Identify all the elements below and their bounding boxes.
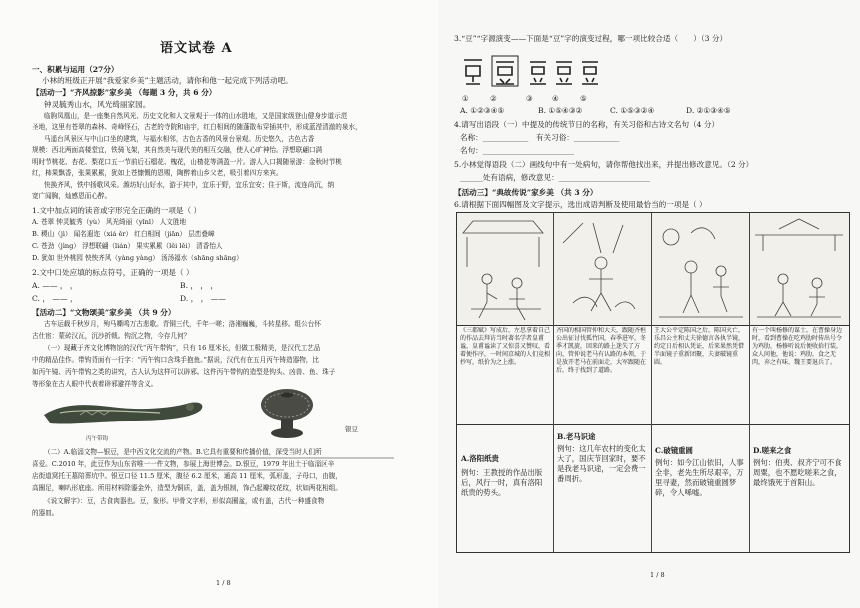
q3-option-d: D. ②①③④⑤: [686, 106, 731, 115]
story-text-2: 齐国的相国管仲和大夫，跟随齐桓公出征讨伐孤竹国，春季进军，冬季才凯旋，回来的路上迷失了方向，管仲说老马有认路的本领，于是放开老马在前面走，大军跟随在后，终于找到了道路。: [556, 327, 647, 374]
answer-title-d: D.嗟来之食: [753, 446, 792, 455]
activity-two-heading: 【活动二】“文物颂美”家乡美 （共 9 分）: [32, 308, 176, 317]
glyph-label: ③: [526, 94, 533, 103]
para1-line: 快换齐风，铁中扬歌风采。潍坊好山好水，游于其中，宜乐于野，宜乐宜安；住于斯，流连尚沉，纳: [44, 181, 335, 189]
para3-line: 的器皿。: [32, 509, 59, 517]
answer-example-b: 例句：这几年农村的变化太大了，国庆节回家时，要不是我老马识途，一定会费一番周折。: [557, 444, 646, 483]
glyph-label: ①: [462, 94, 469, 103]
q4-blank-line: 名称：____________ 有关习俗：____________: [460, 133, 620, 142]
answer-title-b: B.老马识途: [557, 432, 596, 441]
underline-marks: [94, 457, 404, 477]
q3-option-b: B. ①⑤④③②: [538, 106, 583, 115]
para3-line: 喜爱。C.2010 年，此豆作为山东省唯一一件文物，参展上海世博会。D.银豆，1979 年出土于临淄区辛: [32, 460, 335, 468]
q1-option-b: B. 稷山（jì） 闻名遐迩（xiá ěr） 红白相间（jiān） 层峦叠嶂: [32, 230, 215, 238]
q3-option-a: A. ①②③④⑤: [460, 106, 505, 115]
para1-line: 圣地，这里有苍翠的森林、奇峰怪石，古老的寺院和庙宇，红白相间的随蓬散布穿插其中，形成蓝滢清澈的泉水，: [32, 123, 362, 131]
story-text-3: 王大公平定陈国之后，陈国灭亡，乐昌公主和丈夫徐德言各执半镜，约定日后相认凭证，后来果然凭借半面镜子重新团聚，夫妻破镜重圆。: [654, 327, 745, 366]
q2-option-c: C. ， —— ，: [32, 294, 78, 303]
section-one-heading: 一、积累与运用（27分）: [32, 65, 119, 74]
right-exam-page: [438, 0, 860, 608]
activity-three-heading: 【活动三】“典故传说”家乡美 （共 3 分）: [454, 188, 598, 197]
answer-options-row: [456, 424, 850, 553]
para2-line: 如丙午镜、丙午带钩之类的讲究，古人认为这样可以辟邪。这件丙午带钩的造型是钩头、凶兽、鱼、珠子: [32, 368, 336, 376]
story-text-4: 有一个叫杨修的谋士，在曹操身边时，看到曹操在吃鸡肋时传出号令为鸡肋，杨修听说后便收拾行装，众人问他，他说：鸡肋，食之无肉，弃之有味，魏王要退兵了。: [752, 327, 843, 366]
q1-option-d: D. 犹如 世外桃园 怏怏齐风（yàng yàng） 汤汤福水（shāng shāng）: [32, 254, 243, 262]
answer-example-c: 例句：如今江山依旧，人事全非，老先生所尽艰辛，万里寻妻，然而破镜重圆梦碎，令人唏嘘。: [655, 458, 744, 497]
page-number-right: 1 / 8: [650, 571, 665, 579]
intro-text: 小林的班级正开展“我爱家乡美”主题活动，请你和他一起完成下列活动吧。: [42, 76, 293, 85]
question-4: 4.请写出语段（一）中提及的传统节日的名称，有关习俗和古诗文名句（4 分）: [454, 120, 720, 129]
para2-line: 中的精品佳作。带钩背面有一行字：“丙午钩口含珠手抱鱼。”据说，汉代有在五月丙午铸造器物，比: [32, 356, 319, 364]
silver-dou-caption: 银豆: [345, 425, 358, 433]
para1-line: 马遥台风景区与中山口坐的建筑，与福水相邻，古色古香的风景台景观。历史悠久，古色古香: [44, 135, 315, 143]
glyph-label: ⑤: [580, 94, 587, 103]
story-text-1: 《三都赋》写成后，左思拿着自己的作品去拜访当时著名学者皇甫谧，皇甫谧读了又惊喜又赞叹，看着便作序，一时间京城的人们竞相抄写，纸价为之上涨。: [460, 327, 550, 366]
exam-title: 语文试卷 A: [160, 41, 233, 56]
activity-one-heading: 【活动一】“齐风掠影”家乡美 （每题 3 分，共 6 分）: [32, 88, 217, 97]
page-number-left: 1 / 8: [216, 579, 231, 587]
q1-option-c: C. 苍劲（jìng） 浮想联翩（lián） 果实累累（lěi lěi） 清香怡人: [32, 242, 223, 250]
q2-option-d: D. ， ， ——: [180, 294, 226, 303]
belt-hook-caption: 丙午带钩: [86, 436, 109, 442]
para3-line: 《说文解字》：豆，古食肉器也。豆，象形。甲骨文字形，形似高圈盆，或有盖，古代一种盛食物: [44, 497, 325, 505]
para1-line: 规模：西北两面高楼堂宜，铁骑飞架，其自然美与现代美的相互交融，使人心旷神怡。浮想联翩口满: [32, 146, 323, 154]
question-1: 1.文中加点词的读音或字形完全正确的一项是（ ）: [32, 206, 202, 215]
question-3: 3.“豆”“字源演变——下面是“豆”字的演变过程，哪一项比较合适（ ）（3 分）: [454, 34, 728, 43]
q4-blank-line: 名句：________________________: [460, 146, 574, 155]
answer-example-d: 例句：伯夷、叔齐宁可不食周粟，也不愿吃嗟来之食，最终饿死于首阳山。: [753, 458, 842, 487]
glyph-label: ④: [552, 94, 559, 103]
dou-glyph-evolution: [460, 52, 610, 92]
question-6: 6.请根据下面四幅图及文字提示，选出成语判断及使用最恰当的一项是（ ）: [454, 200, 707, 209]
para3-line: （二）A.临淄文物—银豆，是中西文化交流的产物。B.它具有重要和传播价值，深受当时人们所: [44, 448, 322, 456]
answer-example-a: 例句：王教授的作品出版后，风行一时，真有洛阳纸贵的势头。: [461, 468, 543, 497]
q5-blank-line: ______处有语病，修改意见：________________________: [460, 173, 650, 182]
para2-line: 等形象在古人眼中代表着辟邪避祥等含义。: [32, 380, 158, 388]
para1-line: 红，柿果飘香，张果累累，犹如上苍慷慨的恩赐，陶醉着山乡父老，吸引着四方来宾。: [32, 169, 283, 177]
glyph-label: ②: [490, 94, 497, 103]
q2-option-b: B. ， ， ，: [180, 281, 219, 290]
para1-line: 明时节桃花、杏花、梨花口五一节前后石榴花、槐花，山楂花等满盈一片。游人入口揭随景游：金秋时节桃: [32, 158, 342, 166]
answer-option-c[interactable]: [651, 424, 750, 552]
para2-line: 古车运载千秋岁月，殉马嘶鸣万古悲歌。青铜三代，千年一嗟；洛湘巍巍，斗转星移。组公台怀: [44, 320, 321, 328]
question-2: 2.文中口处应填的标点符号，正确的一项是（ ）: [32, 268, 194, 277]
q2-option-a: A. —— ， ，: [32, 281, 78, 290]
answer-title-c: C.破镜重圆: [655, 446, 693, 455]
illustration-3: [651, 213, 750, 325]
story-cell: [651, 324, 750, 424]
belt-hook-image: [40, 393, 210, 433]
answer-option-b[interactable]: [553, 424, 652, 552]
story-cell: [749, 324, 849, 424]
para1-line: 临朐凤凰山，是一座集自然风光、历史文化和人文景观于一体的山水胜地，又是国家级登山健身步道示范: [44, 112, 348, 120]
silver-dou-image: [252, 385, 322, 441]
q1-option-a: A. 苍翠 钟灵毓秀（yù） 风光绮丽（yǐnl） 人文胜地: [32, 218, 187, 226]
illustration-1: [457, 213, 554, 325]
q3-option-c: C. ①⑤③②④: [610, 106, 655, 115]
question-5: 5.小林觉得语段（二）画线句中有一处病句，请你帮他找出来，并提出修改意见。（2 分）: [454, 160, 754, 169]
story-cell: [553, 324, 652, 424]
answer-option-a[interactable]: [457, 424, 554, 552]
para2-line: 古仕宦：蒙砖汉瓦，沉沙折戟。钩沉之物，今存几何？: [32, 332, 191, 340]
para2-line: （一）现藏于齐文化博物馆的汉代“丙午带钩”，只有 16 厘米长，但做工极精美，是汉代工艺品: [44, 344, 321, 352]
answer-option-d[interactable]: [749, 424, 849, 552]
story-cell: [457, 324, 554, 424]
para3-line: 店街道窝托王墓陪葬坑中。银豆口径 11.5 厘米，腹径 6.2 厘米，通高 11 厘米，弧形盖，子母口，由腹，: [32, 472, 342, 480]
illustration-4: [749, 213, 849, 325]
para3-line: 高圈足，喇叭形底座。所用材料除鎏金外，造型为铜质，盖，盖为银制，饰凸起瓣纹花纹，状如两花相组。: [32, 484, 342, 492]
para1-line: 钟灵毓秀山水，风光绮丽家园。: [44, 100, 151, 109]
story-text-row: [456, 324, 850, 425]
answer-title-a: A.洛阳纸贵: [461, 454, 499, 463]
illustration-row: [456, 212, 850, 326]
illustration-2: [553, 213, 652, 325]
para1-line: 宽广闻胸，灿感恩而心醉。: [32, 192, 112, 200]
